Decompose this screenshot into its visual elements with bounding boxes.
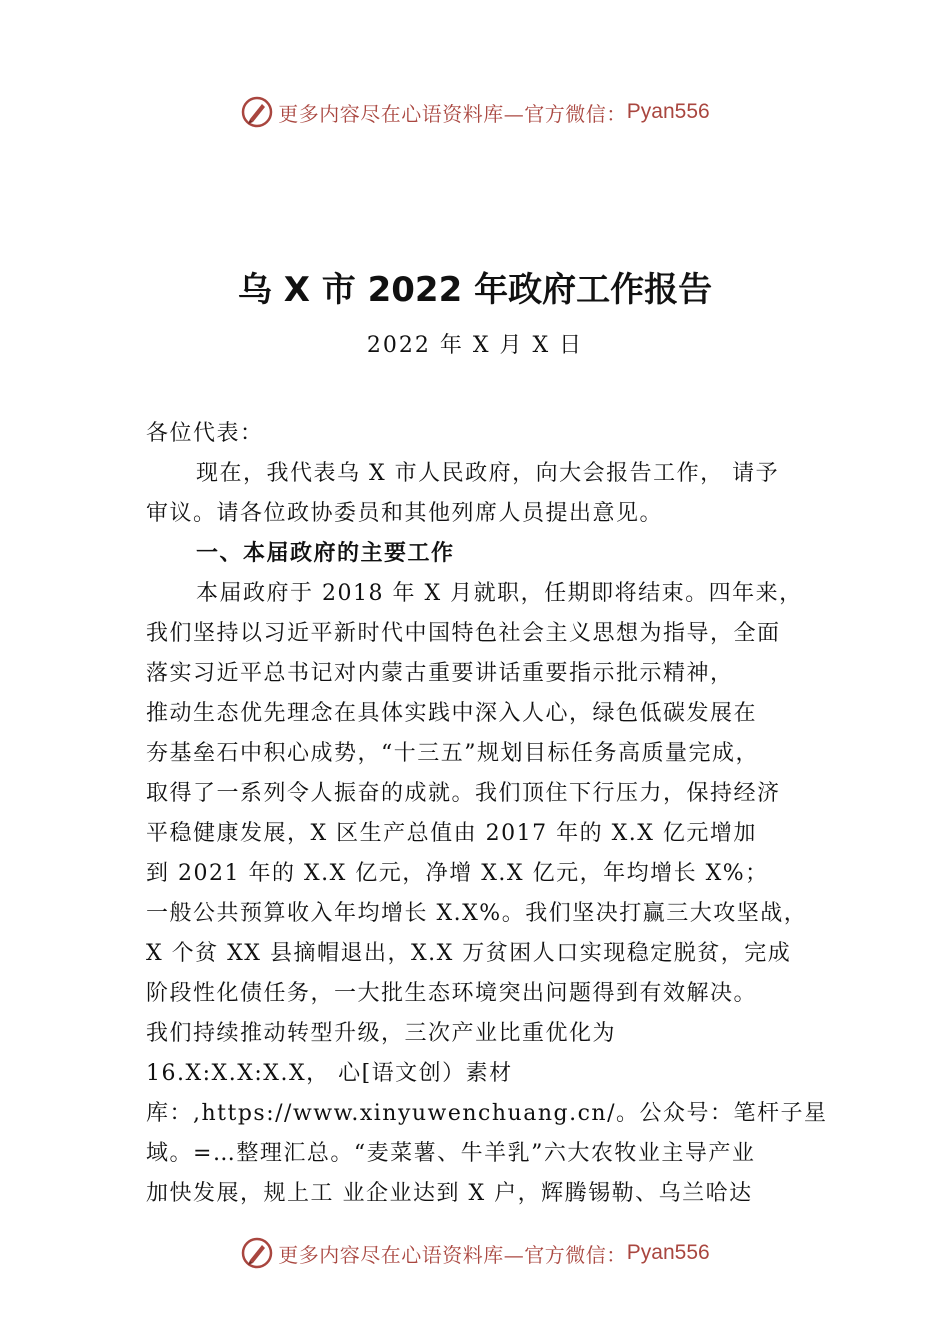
paragraph-line: 16.X:X.X:X.X， 心[语文创）素材 — [146, 1061, 513, 1086]
paragraph-line: 域。=…整理汇总。“麦菜薯、牛羊乳”六大农牧业主导产业 — [146, 1141, 756, 1166]
document-title: 乌 X 市 2022 年政府工作报告 — [237, 270, 713, 310]
document-body — [146, 414, 836, 1214]
paragraph-line: 审议。请各位政协委员和其他列席人员提出意见。 — [146, 501, 664, 526]
banner-wechat-id: Pyan556 — [626, 1241, 710, 1264]
paragraph-line: 平稳健康发展，X 区生产总值由 2017 年的 X.X 亿元增加 — [146, 821, 757, 846]
footer-watermark-banner — [0, 1233, 950, 1273]
paragraph-line: 一般公共预算收入年均增长 X.X%。我们坚决打赢三大攻坚战， — [146, 901, 808, 926]
section-heading: 一、本届政府的主要工作 — [196, 541, 455, 566]
header-watermark-banner — [0, 92, 950, 132]
paragraph-line: 取得了一系列令人振奋的成就。我们顶住下行压力，保持经济 — [146, 781, 781, 806]
paragraph-line: 加快发展，规上工 业企业达到 X 户，辉腾锡勒、乌兰哈达 — [146, 1181, 753, 1206]
paragraph-line: 我们持续推动转型升级，三次产业比重优化为 — [146, 1021, 617, 1046]
paragraph-line: 本届政府于 2018 年 X 月就职，任期即将结束。四年来， — [196, 581, 803, 606]
paragraph-line: 推动生态优先理念在具体实践中深入人心，绿色低碳发展在 — [146, 701, 758, 726]
paragraph-line: 到 2021 年的 X.X 亿元，净增 X.X 亿元，年均增长 X%； — [146, 861, 769, 886]
pen-logo-icon — [240, 1236, 274, 1270]
document-date: 2022 年 X 月 X 日 — [366, 333, 584, 358]
banner-text: 更多内容尽在心语资料库—官方微信： — [278, 1242, 627, 1267]
pen-logo-icon — [240, 95, 274, 129]
paragraph-line: 阶段性化债任务，一大批生态环境突出问题得到有效解决。 — [146, 981, 758, 1006]
paragraph-line: 落实习近平总书记对内蒙古重要讲话重要指示批示精神， — [146, 661, 734, 686]
salutation: 各位代表： — [146, 421, 264, 446]
paragraph-line: 现在，我代表乌 X 市人民政府，向大会报告工作， 请予 — [196, 461, 780, 486]
paragraph-line: 我们坚持以习近平新时代中国特色社会主义思想为指导，全面 — [146, 621, 781, 646]
paragraph-line: 夯基垒石中积心成势，“十三五”规划目标任务高质量完成， — [146, 741, 759, 766]
paragraph-line: 库：,https://www.xinyuwenchuang.cn/。公众号：笔杆子星 — [146, 1101, 828, 1126]
paragraph-line: X 个贫 XX 县摘帽退出，X.X 万贫困人口实现稳定脱贫，完成 — [146, 941, 792, 966]
banner-wechat-id: Pyan556 — [626, 100, 710, 123]
banner-text: 更多内容尽在心语资料库—官方微信： — [278, 101, 627, 126]
